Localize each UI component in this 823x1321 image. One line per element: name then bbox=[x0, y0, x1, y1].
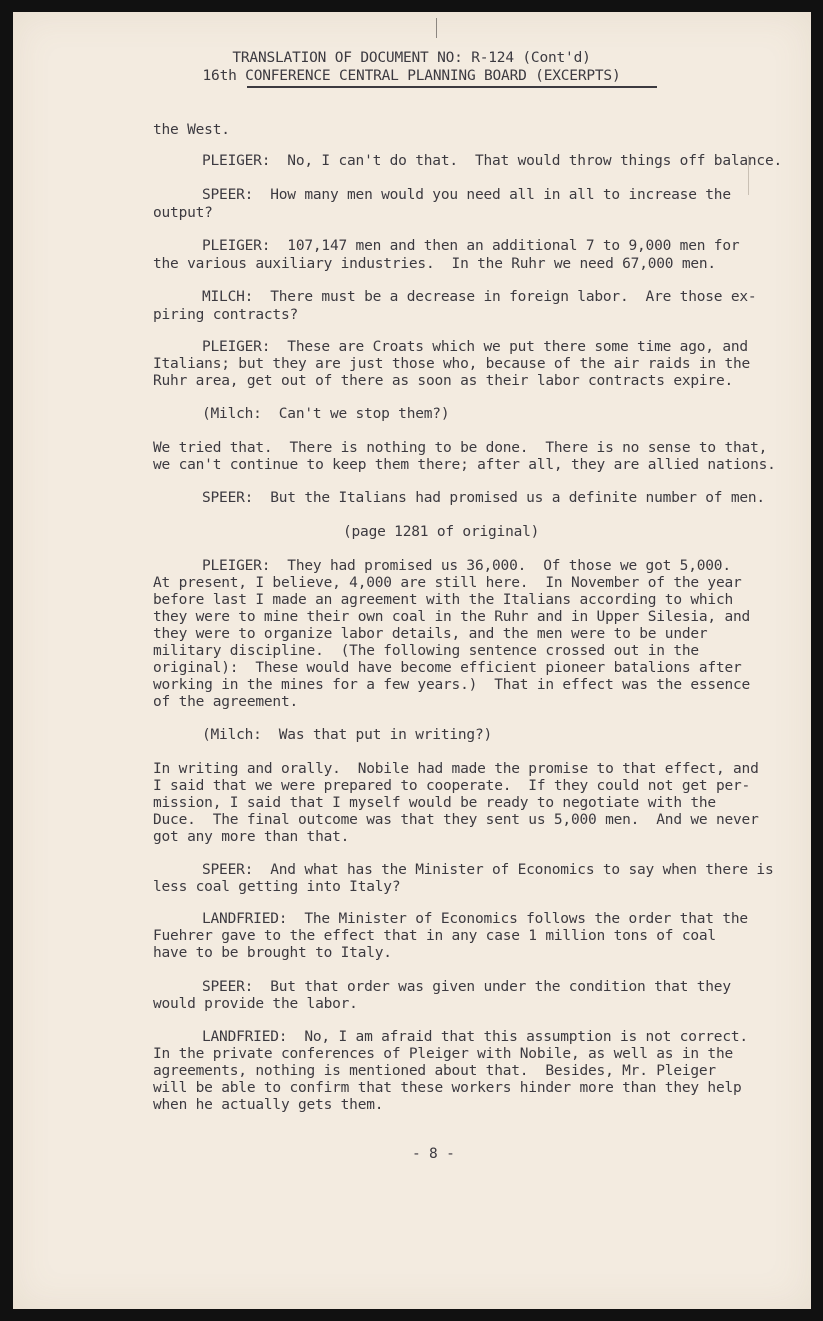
text-line: before last I made an agreement with the Italians according to which bbox=[153, 592, 734, 608]
document-title: TRANSLATION OF DOCUMENT NO: R-124 (Cont'd) bbox=[232, 50, 591, 66]
text-line: piring contracts? bbox=[153, 307, 299, 323]
text-line: mission, I said that I myself would be ready to negotiate with the bbox=[153, 795, 716, 811]
text-line: will be able to confirm that these workers hinder more than they help bbox=[153, 1080, 742, 1096]
text-line: SPEER: How many men would you need all in all to increase the bbox=[202, 187, 731, 203]
text-line: SPEER: But the Italians had promised us a definite number of men. bbox=[202, 490, 765, 506]
text-line: of the agreement. bbox=[153, 694, 299, 710]
text-line: I said that we were prepared to cooperate. If they could not get per- bbox=[153, 778, 751, 794]
text-line: LANDFRIED: The Minister of Economics follows the order that the bbox=[202, 911, 748, 927]
text-line: PLEIGER: They had promised us 36,000. Of those we got 5,000. bbox=[202, 558, 731, 574]
text-line: (Milch: Can't we stop them?) bbox=[202, 406, 450, 422]
text-line: output? bbox=[153, 205, 213, 221]
text-line: At present, I believe, 4,000 are still here. In November of the year bbox=[153, 575, 742, 591]
text-line: less coal getting into Italy? bbox=[153, 879, 401, 895]
text-line: when he actually gets them. bbox=[153, 1097, 384, 1113]
punch-mark bbox=[436, 18, 437, 38]
text-line: (Milch: Was that put in writing?) bbox=[202, 727, 493, 743]
text-line: SPEER: And what has the Minister of Economics to say when there is bbox=[202, 862, 774, 878]
text-line: In writing and orally. Nobile had made the promise to that effect, and bbox=[153, 761, 759, 777]
text-line: working in the mines for a few years.) That in effect was the essence bbox=[153, 677, 751, 693]
text-line: Fuehrer gave to the effect that in any case 1 million tons of coal bbox=[153, 928, 716, 944]
text-line: got any more than that. bbox=[153, 829, 350, 845]
subtitle-underline bbox=[247, 86, 657, 88]
text-line: would provide the labor. bbox=[153, 996, 358, 1012]
text-line: PLEIGER: These are Croats which we put there some time ago, and bbox=[202, 339, 748, 355]
text-line: original): These would have become efficient pioneer batalions after bbox=[153, 660, 742, 676]
text-line: agreements, nothing is mentioned about that. Besides, Mr. Pleiger bbox=[153, 1063, 716, 1079]
document-subtitle: 16th CONFERENCE CENTRAL PLANNING BOARD (EXCERPTS) bbox=[202, 68, 621, 84]
text-line: We tried that. There is nothing to be done. There is no sense to that, bbox=[153, 440, 768, 456]
text-line: the West. bbox=[153, 122, 230, 138]
text-line: MILCH: There must be a decrease in foreign labor. Are those ex- bbox=[202, 289, 757, 305]
text-line: Italians; but they are just those who, because of the air raids in the bbox=[153, 356, 751, 372]
page-number: - 8 - bbox=[412, 1146, 455, 1162]
text-line: have to be brought to Italy. bbox=[153, 945, 392, 961]
text-line: In the private conferences of Pleiger with Nobile, as well as in the bbox=[153, 1046, 734, 1062]
page-reference: (page 1281 of original) bbox=[343, 524, 540, 540]
text-line: military discipline. (The following sentence crossed out in the bbox=[153, 643, 699, 659]
text-line: they were to mine their own coal in the Ruhr and in Upper Silesia, and bbox=[153, 609, 751, 625]
text-line: LANDFRIED: No, I am afraid that this assumption is not correct. bbox=[202, 1029, 748, 1045]
text-line: PLEIGER: 107,147 men and then an additional 7 to 9,000 men for bbox=[202, 238, 740, 254]
text-line: we can't continue to keep them there; after all, they are allied nations. bbox=[153, 457, 776, 473]
text-line: the various auxiliary industries. In the Ruhr we need 67,000 men. bbox=[153, 256, 716, 272]
text-line: SPEER: But that order was given under the condition that they bbox=[202, 979, 731, 995]
text-line: they were to organize labor details, and the men were to be under bbox=[153, 626, 708, 642]
text-line: Duce. The final outcome was that they sent us 5,000 men. And we never bbox=[153, 812, 759, 828]
text-line: PLEIGER: No, I can't do that. That would throw things off balance. bbox=[202, 153, 783, 169]
text-line: Ruhr area, get out of there as soon as their labor contracts expire. bbox=[153, 373, 734, 389]
